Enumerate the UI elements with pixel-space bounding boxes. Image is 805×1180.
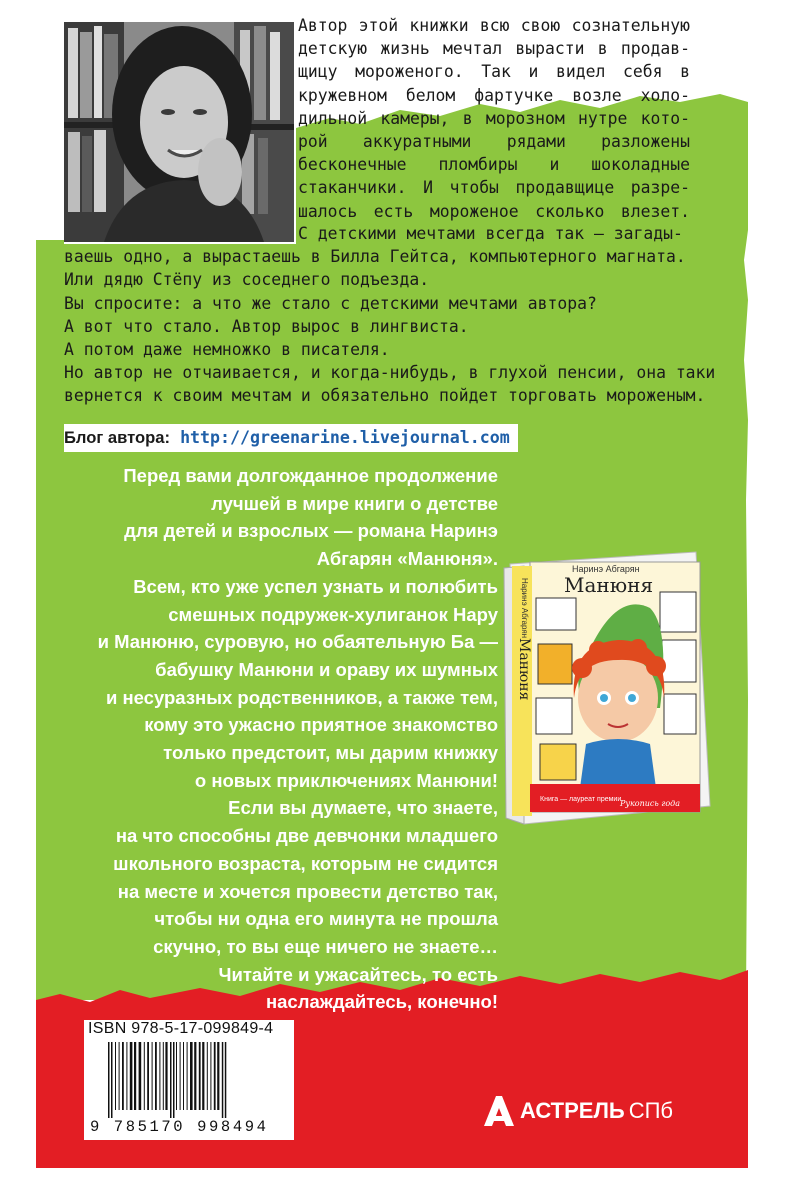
publisher-logo-icon <box>484 1096 514 1126</box>
author-bio-line: Автор этой книжки всю свою сознательную <box>298 16 690 35</box>
author-bio-line: Или дядю Стёпу из соседнего подъезда. <box>64 270 430 290</box>
author-photo <box>64 22 294 242</box>
annotation-line: бабушку Манюни и ораву их шумных <box>155 658 498 680</box>
author-bio-line: щицу мороженого. Так и видел себя в <box>298 62 690 82</box>
barcode-bar <box>165 1042 167 1110</box>
blog-label: Блог автора: <box>64 428 171 447</box>
barcode-bar <box>134 1042 136 1110</box>
author-bio-line: вернется к своим мечтам и обязательно пойдет торговать мороженым. <box>64 386 706 406</box>
annotation-line: Если вы думаете, что знаете, <box>228 797 498 819</box>
annotation-line: о новых приключениях Манюни! <box>194 769 498 791</box>
barcode-bar <box>139 1042 142 1110</box>
book-annotation <box>70 462 498 1016</box>
barcode-bar <box>170 1042 172 1118</box>
barcode-bar <box>155 1042 157 1110</box>
barcode-bar <box>147 1042 149 1110</box>
isbn-block <box>84 1020 294 1140</box>
barcode-bar <box>115 1042 116 1110</box>
annotation-line: смешных подружек-хулиганок Нару <box>168 603 498 625</box>
publisher-city: СПб <box>628 1098 674 1123</box>
barcode-bar <box>173 1042 175 1118</box>
barcode-bar <box>144 1042 145 1110</box>
annotation-line: Перед вами долгожданное продолжение <box>123 465 498 486</box>
barcode <box>106 1042 286 1118</box>
annotation-line: и несуразных родственников, а также тем, <box>105 686 498 708</box>
book-cover-author: Наринэ Абгарян <box>572 564 640 574</box>
annotation-line: кому это ужасно приятное знакомство <box>144 714 498 736</box>
barcode-bar <box>108 1042 110 1118</box>
book-spine-author: Наринэ Абгарян <box>520 578 529 639</box>
book-cover-award: Книга — лауреат премии <box>540 796 622 803</box>
barcode-bar <box>190 1042 193 1110</box>
barcode-bar <box>222 1042 224 1118</box>
barcode-bar <box>119 1042 120 1110</box>
annotation-line: чтобы ни одна его минута не прошла <box>154 908 498 930</box>
barcode-bar <box>202 1042 204 1110</box>
author-bio-line: детскую жизнь мечтал вырасти в продав- <box>298 39 690 59</box>
author-bio-continued <box>64 222 716 408</box>
annotation-line: для детей и взрослых — романа Наринэ <box>124 520 498 542</box>
barcode-bar <box>207 1042 208 1110</box>
barcode-bar <box>217 1042 219 1110</box>
annotation-line: и Манюню, суровую, но обаятельную Ба — <box>97 631 498 653</box>
barcode-bar <box>210 1042 211 1110</box>
book-cover-award-name: Рукопись года <box>620 799 680 808</box>
barcode-bar <box>130 1042 133 1110</box>
barcode-bar <box>183 1042 184 1110</box>
author-bio <box>298 14 690 223</box>
annotation-line: наслаждайтесь, конечно! <box>265 991 498 1013</box>
barcode-bar <box>152 1042 153 1110</box>
annotation-line: на месте и хочется провести детство так, <box>117 880 498 902</box>
annotation-line: скучно, то вы еще ничего не знаете… <box>153 935 498 957</box>
author-bio-line: кружевном белом фартучке возле холо- <box>298 85 690 105</box>
barcode-bar <box>199 1042 201 1110</box>
author-bio-line: шалось есть мороженое сколько влезет. <box>298 201 690 221</box>
barcode-bar <box>111 1042 113 1118</box>
author-bio-line: Вы спросите: а что же стало с детскими мечтами автора? <box>64 293 597 313</box>
barcode-digits: 9 785170 998494 <box>90 1118 269 1136</box>
barcode-bar <box>122 1042 124 1110</box>
author-bio-line: стаканчики. И чтобы продавщице разре- <box>298 178 690 198</box>
barcode-bar <box>187 1042 188 1110</box>
book-cover-thumbnail <box>500 548 720 828</box>
book-cover-title: Манюня <box>564 573 654 597</box>
author-bio-line: С детскими мечтами всегда так — загады- <box>298 224 683 243</box>
publisher-name-text: АСТРЕЛЬ <box>520 1098 625 1123</box>
book-spine-title: Манюня <box>516 638 532 701</box>
author-bio-line: дильной камеры, в морозном нутре кото- <box>298 108 690 128</box>
publisher-name <box>520 1098 673 1124</box>
annotation-line: Читайте и ужасайтесь, то есть <box>218 963 498 985</box>
author-bio-line: бесконечные пломбиры и шоколадные <box>298 155 690 175</box>
author-bio-line: рой аккуратными рядами разложены <box>298 132 690 152</box>
annotation-line: только предстоит, мы дарим книжку <box>163 742 498 764</box>
barcode-bar <box>225 1042 227 1118</box>
author-bio-line: ваешь одно, а вырастаешь в Билла Гейтса, компьютерного магната. <box>64 247 686 267</box>
author-blog <box>64 424 518 452</box>
annotation-line: Всем, кто уже успел узнать и полюбить <box>133 575 498 597</box>
annotation-line: школьного возраста, которым не сидится <box>113 852 498 874</box>
annotation-line: лучшей в мире книги о детстве <box>211 492 498 514</box>
author-bio-line: Но автор не отчаивается, и когда-нибудь, в глухой пенсии, она таки <box>64 363 716 383</box>
barcode-bar <box>176 1042 177 1110</box>
isbn-label: ISBN 978-5-17-099849-4 <box>88 1020 274 1037</box>
author-bio-line: А потом даже немножко в писателя. <box>64 340 390 360</box>
barcode-bar <box>180 1042 181 1110</box>
blog-link[interactable]: http://greenarine.livejournal.com <box>180 428 510 447</box>
barcode-bar <box>214 1042 216 1110</box>
barcode-bar <box>126 1042 127 1110</box>
barcode-bar <box>194 1042 196 1110</box>
barcode-bar <box>159 1042 160 1110</box>
annotation-line: Абгарян «Манюня». <box>316 548 498 570</box>
annotation-line: на что способны две девчонки младшего <box>115 825 498 847</box>
barcode-bar <box>163 1042 164 1110</box>
author-bio-line: А вот что стало. Автор вырос в лингвиста. <box>64 316 469 336</box>
